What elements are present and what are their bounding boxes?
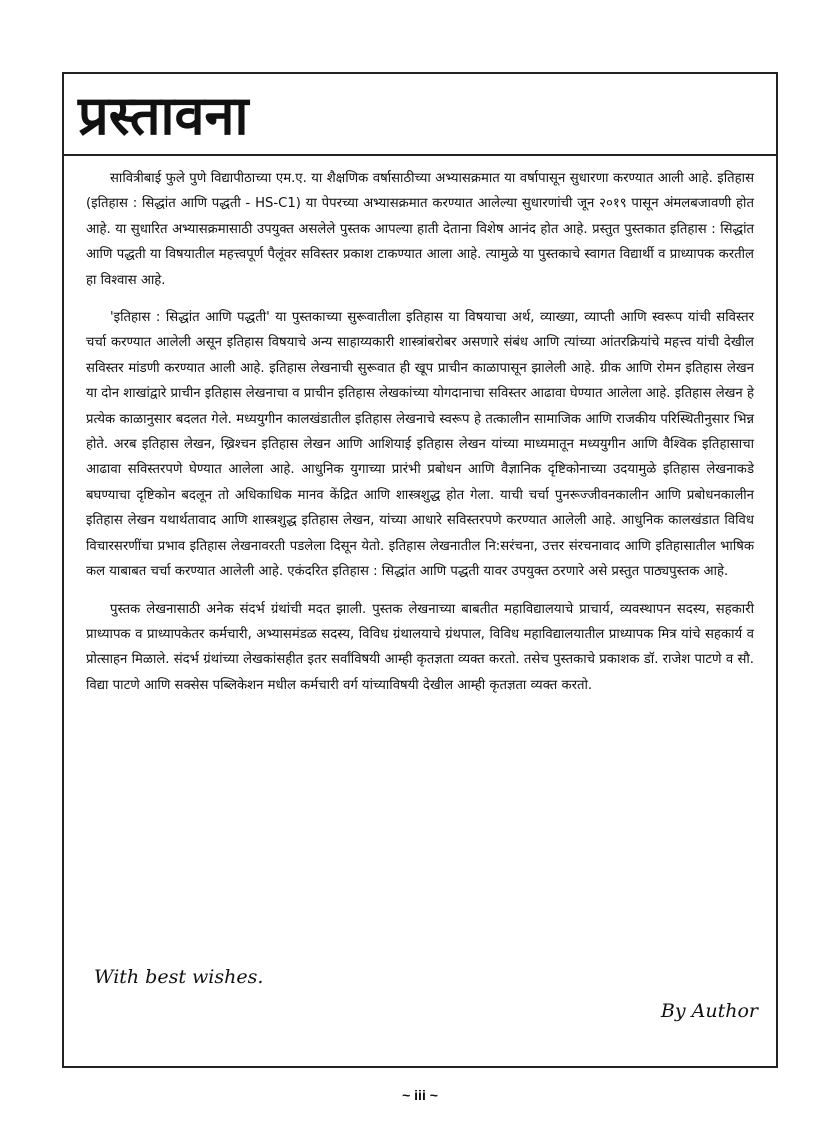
page-number: ~ iii ~ xyxy=(402,1087,438,1103)
author-signature: By Author xyxy=(660,1000,758,1022)
title-divider xyxy=(64,154,776,156)
paragraph-contents: 'इतिहास : सिद्धांत आणि पद्धती' या पुस्तकाच्या सुरूवातीला इतिहास या विषयाचा अर्थ, व्याख्या, व्याप्ती आणि स्वरूप यांची सविस्तर चर्चा करण्यात आलेली असून इतिहास विषयाचे अन्य साहाय्यकारी शास्त्रांबरोबर असणारे संबंध आणि त्यांच्या आंतरक्रियांचे महत्त्व यांची देखील सविस्तर मांडणी करण्यात आली आहे. इतिहास लेखनाची सुरूवात ही खूप प्राचीन काळापासून झालेली आहे. ग्रीक आणि रोमन इतिहास लेखन या दोन शाखांद्वारे प्राचीन इतिहास लेखनाचा व प्राचीन इतिहास लेखकांच्या योगदानाचा सविस्तर आढावा घेण्यात आलेला आहे. इतिहास लेखन हे प्रत्येक काळानुसार बदलत गेले. मध्ययुगीन कालखंडातील इतिहास लेखनाचे स्वरूप हे तत्कालीन सामाजिक आणि राजकीय परिस्थितीनुसार भिन्न होते. अरब इतिहास लेखन, ख्रिश्चन इतिहास लेखन आणि आशियाई इतिहास लेखन यांच्या माध्यमातून मध्ययुगीन आणि वैश्विक इतिहासाचा आढावा सविस्तरपणे घेण्यात आलेला आहे. आधुनिक युगाच्या प्रारंभी प्रबोधन आणि वैज्ञानिक दृष्टिकोनाच्या उदयामुळे इतिहास लेखनाकडे बघण्याचा दृष्टिकोन बदलून तो अधिकाधिक मानव केंद्रित आणि शास्त्रशुद्ध होत गेला. याची चर्चा पुनरूज्जीवनकालीन आणि प्रबोधनकालीन इतिहास लेखन यथार्थतावाद आणि शास्त्रशुद्ध इतिहास लेखन, यांच्या आधारे सविस्तरपणे करण्यात आलेली आहे. आधुनिक कालखंडात विविध विचारसरणींचा प्रभाव इतिहास लेखनावरती पडलेला दिसून येतो. इतिहास लेखनातील नि:सरंचना, उत्तर संरचनावाद आणि इतिहासातील भाषिक कल याबाबत चर्चा करण्यात आलेली आहे. एकंदरित इतिहास : सिद्धांत आणि पद्धती यावर उपयुक्त ठरणारे असे प्रस्तुत पाठ्यपुस्तक आहे. xyxy=(86,310,754,580)
paragraph-acknowledgements: पुस्तक लेखनासाठी अनेक संदर्भ ग्रंथांची मदत झाली. पुस्तक लेखनाच्या बाबतीत महाविद्यालयाचे प्राचार्य, व्यवस्थापन सदस्य, सहकारी प्राध्यापक व प्राध्यापकेतर कर्मचारी, अभ्यासमंडळ सदस्य, विविध ग्रंथालयाचे ग्रंथपाल, विविध महाविद्यालयातील प्राध्यापक मित्र यांचे सहकार्य व प्रोत्साहन मिळाले. संदर्भ ग्रंथांच्या लेखकांसहीत इतर सर्वांविषयी आम्ही कृतज्ञता व्यक्त करतो. तसेच पुस्तकाचे प्रकाशक डॉ. राजेश पाटणे व सौ. विद्या पाटणे आणि सक्सेस पब्लिकेशन मधील कर्मचारी वर्ग यांच्याविषयी देखील आम्ही कृतज्ञता व्यक्त करतो. xyxy=(86,601,754,693)
preface-body xyxy=(86,166,754,710)
page-title: प्रस्तावना xyxy=(78,84,249,147)
page-frame xyxy=(62,72,778,1068)
closing-wishes: With best wishes. xyxy=(94,966,264,988)
paragraph-intro: सावित्रीबाई फुले पुणे विद्यापीठाच्या एम.ए. या शैक्षणिक वर्षासाठीच्या अभ्यासक्रमात या वर्षापासून सुधारणा करण्यात आली आहे. इतिहास (इतिहास : सिद्धांत आणि पद्धती - HS-C1) या पेपरच्या अभ्यासक्रमात करण्यात आलेल्या सुधारणांची जून २०१९ पासून अंमलबजावणी होत आहे. या सुधारित अभ्यासक्रमासाठी उपयुक्त असलेले पुस्तक आपल्या हाती देताना विशेष आनंद होत आहे. प्रस्तुत पुस्तकात इतिहास : सिद्धांत आणि पद्धती या विषयातील महत्त्वपूर्ण पैलूंवर सविस्तर प्रकाश टाकण्यात आला आहे. त्यामुळे या पुस्तकाचे स्वागत विद्यार्थी व प्राध्यापक करतील हा विश्वास आहे. xyxy=(86,171,754,288)
